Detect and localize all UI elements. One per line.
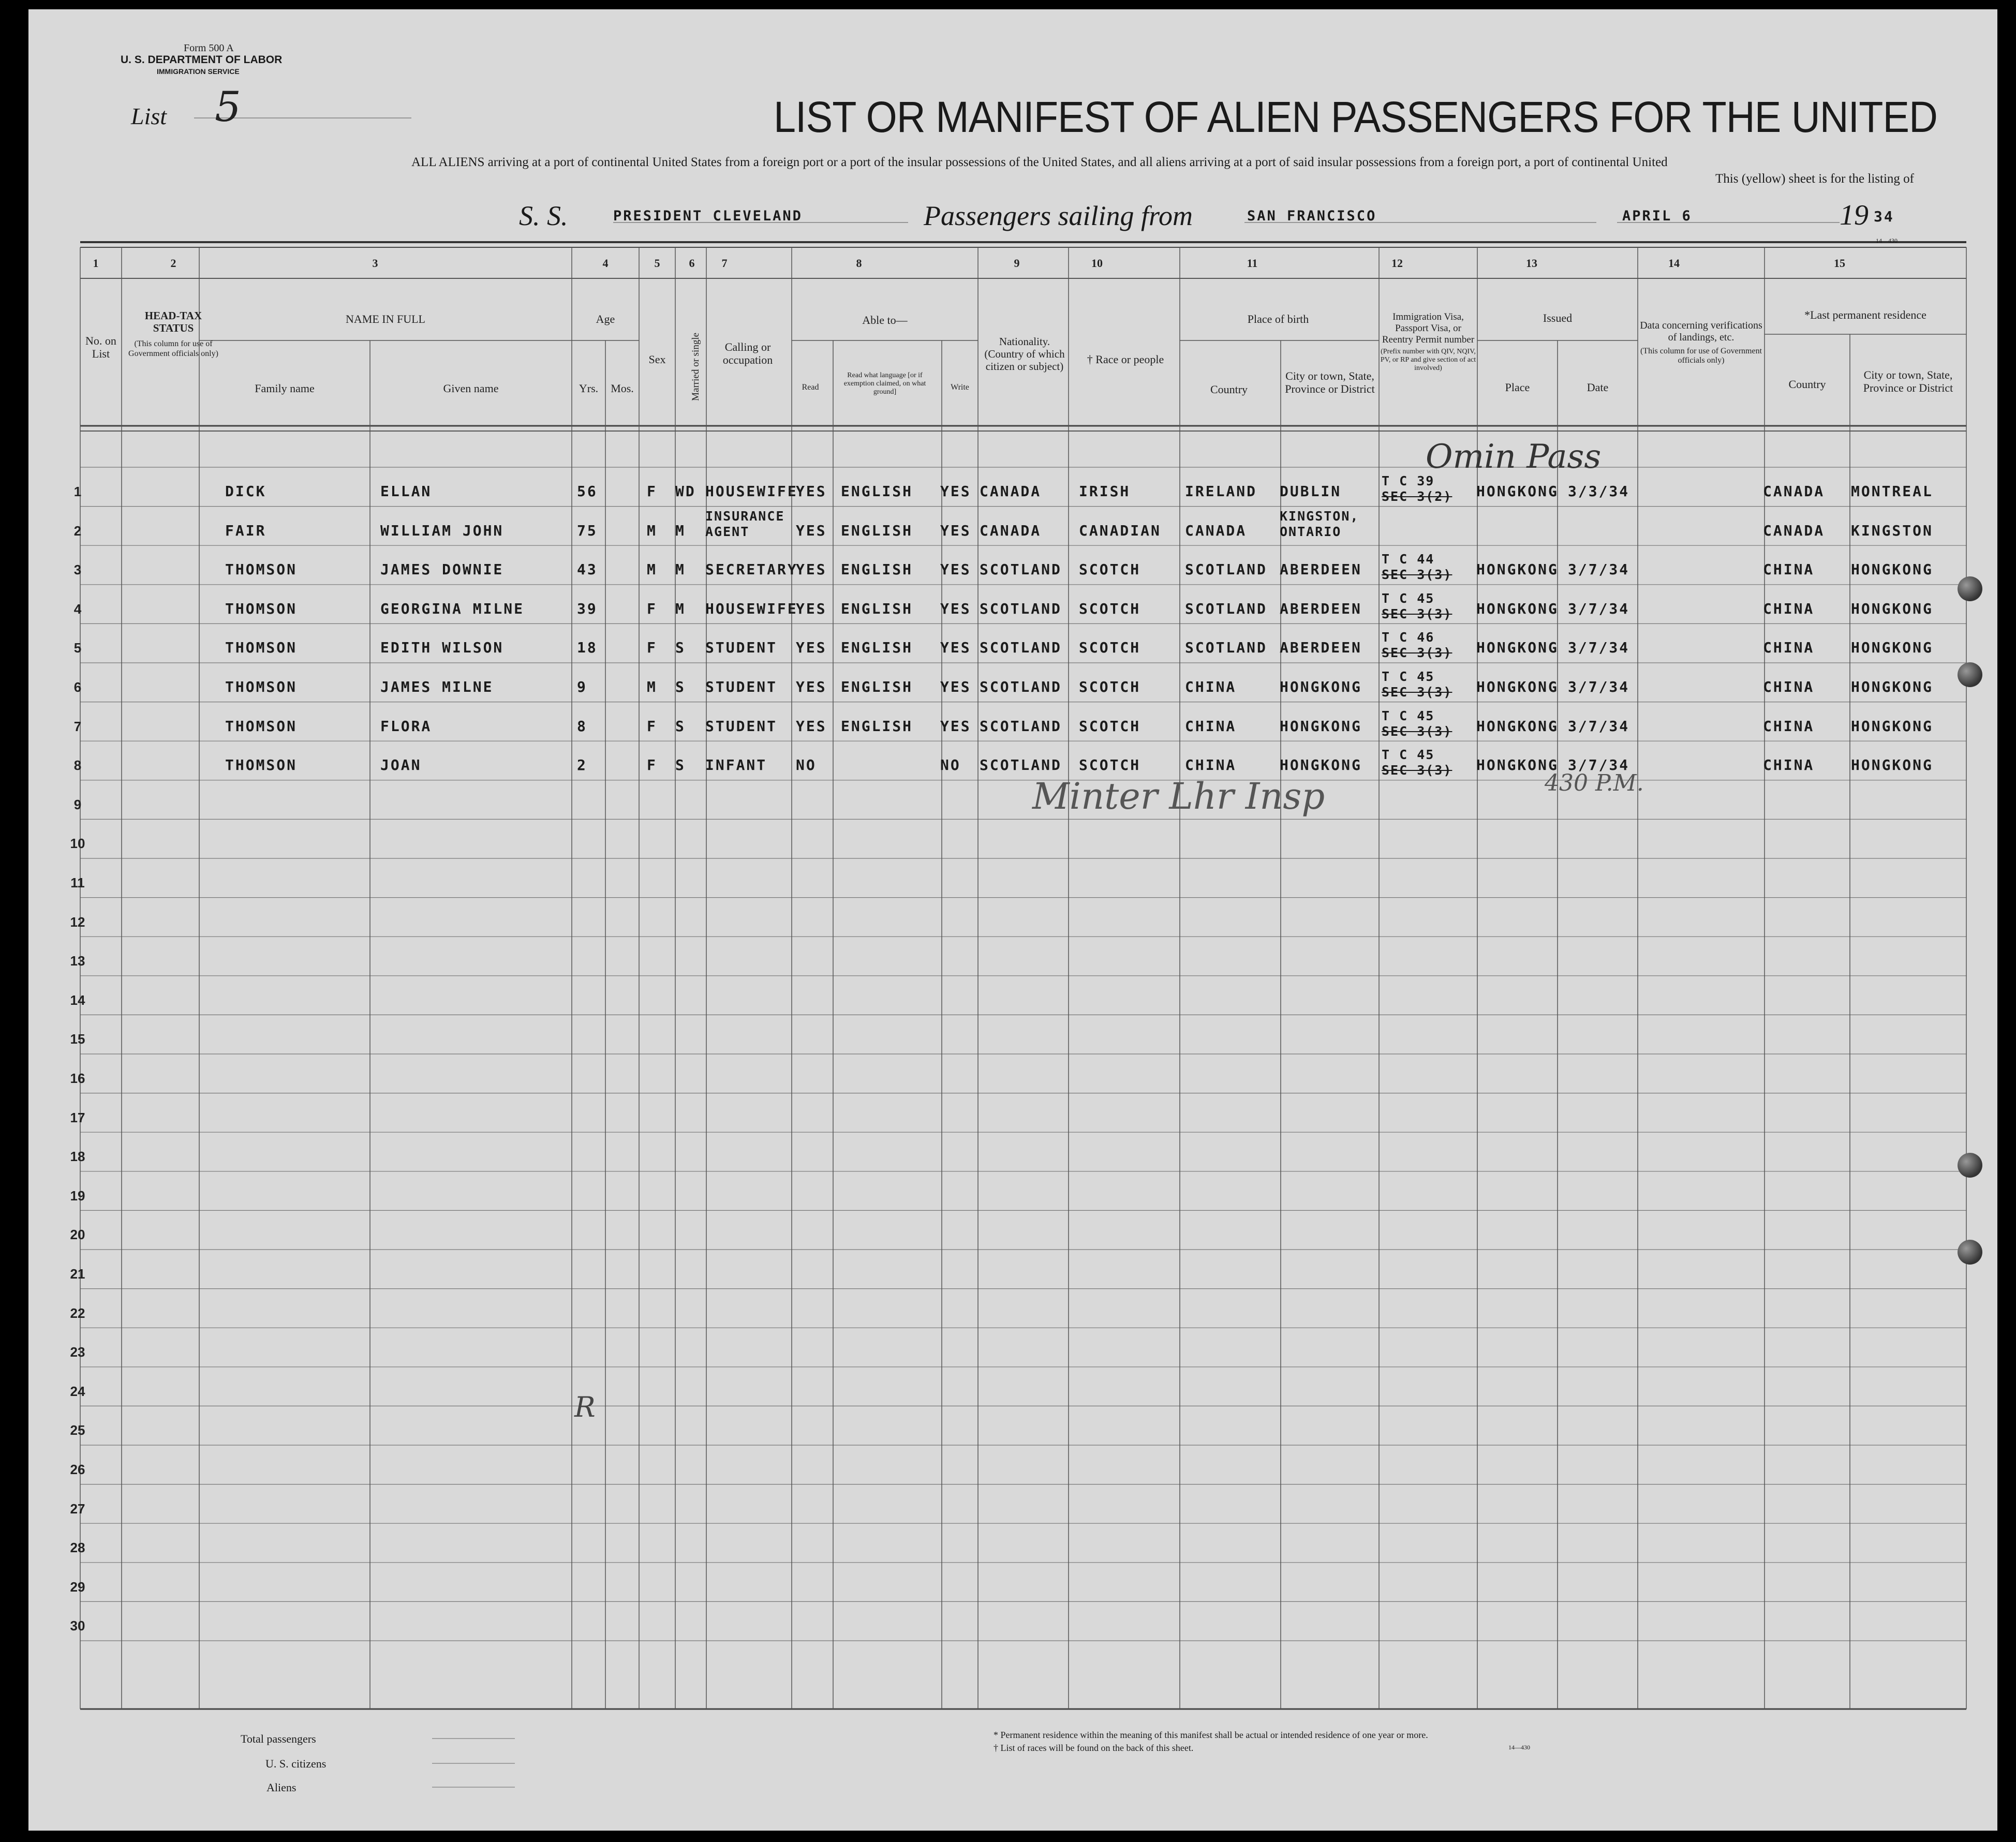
row-number: 19 xyxy=(70,1187,85,1204)
header-write: Write xyxy=(951,383,969,392)
column-number: 11 xyxy=(1247,257,1258,270)
header-married: Married or single xyxy=(690,332,702,401)
row-number: 5 xyxy=(73,640,82,656)
form-number: Form 500 A xyxy=(184,42,234,54)
header-mos: Mos. xyxy=(611,382,634,395)
family-name-cell: THOMSON xyxy=(225,756,298,774)
footer-note-2: † List of races will be found on the back of this sheet. xyxy=(994,1743,1194,1753)
sex-cell: M xyxy=(647,561,657,578)
family-name-cell: THOMSON xyxy=(225,561,298,578)
list-label: List xyxy=(131,103,167,129)
race-cell: SCOTCH xyxy=(1079,600,1141,617)
visa-cell: T C 45 xyxy=(1382,669,1435,684)
sex-cell: F xyxy=(647,717,657,735)
given-name-cell: JAMES DOWNIE xyxy=(380,561,504,578)
given-name-cell: JAMES MILNE xyxy=(380,678,494,695)
nationality-cell: SCOTLAND xyxy=(980,600,1062,617)
column-number: 9 xyxy=(1014,257,1020,270)
handwritten-inspector-signature: Minter Lhr Insp xyxy=(1032,775,1325,818)
header-res-country: Country xyxy=(1788,378,1826,391)
write-cell: YES xyxy=(940,561,971,578)
column-number: 5 xyxy=(654,257,660,270)
marital-status-cell: M xyxy=(675,522,686,539)
issued-date-cell: 3/7/34 xyxy=(1568,717,1630,735)
birth-country-cell: CHINA xyxy=(1185,717,1237,735)
residence-city-cell: HONGKONG xyxy=(1851,600,1933,617)
age-cell: 2 xyxy=(577,756,587,774)
row-number: 9 xyxy=(73,796,82,812)
language-cell: ENGLISH xyxy=(841,600,913,617)
read-cell: YES xyxy=(796,483,827,500)
header-visa xyxy=(1379,311,1477,373)
visa-cell: T C 46 xyxy=(1382,630,1435,645)
occupation-cell: HOUSEWIFE xyxy=(705,483,798,500)
issued-date-cell: 3/7/34 xyxy=(1568,639,1630,657)
birth-country-cell: CHINA xyxy=(1185,678,1237,695)
column-number: 12 xyxy=(1391,257,1403,270)
residence-country-cell: CANADA xyxy=(1763,483,1825,500)
header-race: † Race or people xyxy=(1087,353,1164,366)
issued-date-cell: 3/3/34 xyxy=(1568,483,1630,500)
family-name-cell: THOMSON xyxy=(225,600,298,617)
subtitle-line-2: This (yellow) sheet is for the listing of xyxy=(1715,172,1914,186)
language-cell: ENGLISH xyxy=(841,483,913,500)
row-number: 18 xyxy=(70,1149,85,1165)
occupation-cell: SECRETARY xyxy=(705,561,798,578)
column-number: 7 xyxy=(721,257,728,270)
birth-country-cell: SCOTLAND xyxy=(1185,561,1267,578)
visa-cell: SEC 3(2) xyxy=(1382,489,1452,504)
header-given-name: Given name xyxy=(443,382,499,395)
visa-title: Immigration Visa, Passport Visa, or Reentry Permit number xyxy=(1382,311,1475,345)
residence-city-cell: HONGKONG xyxy=(1851,756,1933,774)
header-age: Age xyxy=(596,313,615,325)
issued-place-cell: HONGKONG xyxy=(1476,483,1559,500)
sex-cell: F xyxy=(647,483,657,500)
handwritten-time: 430 P.M. xyxy=(1545,770,1644,796)
punch-hole xyxy=(1958,1240,1982,1265)
issued-date-cell: 3/7/34 xyxy=(1568,561,1630,578)
row-number: 20 xyxy=(70,1227,85,1243)
given-name-cell: ELLAN xyxy=(380,483,432,500)
header-sex: Sex xyxy=(648,353,666,366)
visa-cell: T C 45 xyxy=(1382,708,1435,723)
issued-place-cell: HONGKONG xyxy=(1476,678,1559,695)
visa-cell: SEC 3(3) xyxy=(1382,723,1452,739)
residence-country-cell: CHINA xyxy=(1763,600,1815,617)
birth-city-cell: HONGKONG xyxy=(1280,678,1362,695)
issued-date-cell: 3/7/34 xyxy=(1568,756,1630,774)
occupation-cell: INSURANCE AGENT xyxy=(705,508,785,539)
row-number: 1 xyxy=(73,484,82,499)
punch-hole xyxy=(1958,662,1982,687)
birth-city-cell: HONGKONG xyxy=(1280,756,1362,774)
header-birth-city: City or town, State, Province or District xyxy=(1285,369,1375,396)
given-name-cell: WILLIAM JOHN xyxy=(380,522,504,539)
table-grid xyxy=(28,9,1997,1831)
service-label: IMMIGRATION SERVICE xyxy=(157,67,240,76)
row-number: 22 xyxy=(70,1305,85,1321)
ship-name: PRESIDENT CLEVELAND xyxy=(613,208,803,224)
marital-status-cell: M xyxy=(675,600,686,617)
footer-note-1: * Permanent residence within the meaning of this manifest shall be actual or intended residence of one year or more. xyxy=(994,1730,1428,1740)
row-number: 12 xyxy=(70,914,85,930)
row-number: 7 xyxy=(73,718,82,734)
column-number: 8 xyxy=(856,257,862,270)
visa-cell: SEC 3(3) xyxy=(1382,606,1452,621)
issued-place-cell: HONGKONG xyxy=(1476,600,1559,617)
row-number: 24 xyxy=(70,1383,85,1399)
race-cell: SCOTCH xyxy=(1079,756,1141,774)
list-number: 5 xyxy=(215,83,241,131)
marital-status-cell: M xyxy=(675,561,686,578)
age-cell: 39 xyxy=(577,600,598,617)
issued-date-cell: 3/7/34 xyxy=(1568,600,1630,617)
row-number: 29 xyxy=(70,1579,85,1595)
row-number: 14 xyxy=(70,992,85,1008)
page-title: LIST OR MANIFEST OF ALIEN PASSENGERS FOR THE UNITED xyxy=(774,93,1938,141)
marital-status-cell: WD xyxy=(675,483,696,500)
header-issued: Issued xyxy=(1543,311,1573,324)
header-yrs: Yrs. xyxy=(579,382,599,395)
row-number: 27 xyxy=(70,1501,85,1517)
year-prefix: 19 xyxy=(1840,199,1869,231)
manifest-sheet xyxy=(28,9,1997,1831)
marital-status-cell: S xyxy=(675,717,686,735)
column-number: 14 xyxy=(1668,257,1680,270)
header-able-to: Able to— xyxy=(862,314,908,326)
residence-country-cell: CHINA xyxy=(1763,639,1815,657)
occupation-cell: STUDENT xyxy=(705,678,778,695)
race-cell: IRISH xyxy=(1079,483,1131,500)
header-read-language: Read what language [or if exemption claimed, on what ground] xyxy=(843,372,926,396)
marital-status-cell: S xyxy=(675,678,686,695)
row-number: 21 xyxy=(70,1266,85,1282)
residence-country-cell: CANADA xyxy=(1763,522,1825,539)
occupation-cell: INFANT xyxy=(705,756,767,774)
visa-cell: SEC 3(3) xyxy=(1382,763,1452,778)
read-cell: YES xyxy=(796,639,827,657)
visa-cell: SEC 3(3) xyxy=(1382,645,1452,661)
family-name-cell: THOMSON xyxy=(225,639,298,657)
birth-country-cell: SCOTLAND xyxy=(1185,600,1267,617)
birth-city-cell: ABERDEEN xyxy=(1280,639,1362,657)
family-name-cell: FAIR xyxy=(225,522,266,539)
visa-cell: SEC 3(3) xyxy=(1382,567,1452,583)
race-cell: SCOTCH xyxy=(1079,639,1141,657)
race-cell: CANADIAN xyxy=(1079,522,1161,539)
sex-cell: M xyxy=(647,678,657,695)
row-number: 30 xyxy=(70,1618,85,1634)
head-tax-note: (This column for use of Government officials only) xyxy=(128,339,218,358)
data-verif-note: (This column for use of Government officials only) xyxy=(1640,347,1762,365)
family-name-cell: THOMSON xyxy=(225,717,298,735)
column-number: 10 xyxy=(1091,257,1103,270)
language-cell: ENGLISH xyxy=(841,678,913,695)
visa-note: (Prefix number with QIV, NQIV, PV, or RP and give section of act involved) xyxy=(1380,347,1476,372)
column-number: 1 xyxy=(93,257,99,270)
birth-country-cell: SCOTLAND xyxy=(1185,639,1267,657)
row-number: 23 xyxy=(70,1344,85,1360)
departure-port: SAN FRANCISCO xyxy=(1247,208,1377,224)
nationality-cell: CANADA xyxy=(980,522,1042,539)
issued-place-cell: HONGKONG xyxy=(1476,639,1559,657)
family-name-cell: THOMSON xyxy=(225,678,298,695)
residence-city-cell: HONGKONG xyxy=(1851,561,1933,578)
sex-cell: F xyxy=(647,639,657,657)
occupation-cell: STUDENT xyxy=(705,639,778,657)
nationality-cell: SCOTLAND xyxy=(980,717,1062,735)
language-cell: ENGLISH xyxy=(841,561,913,578)
handwritten-mark: R xyxy=(574,1391,596,1423)
ss-label: S. S. xyxy=(519,200,568,231)
residence-city-cell: HONGKONG xyxy=(1851,639,1933,657)
row-number: 11 xyxy=(70,875,85,890)
nationality-cell: CANADA xyxy=(980,483,1042,500)
footer-code: 14—430 xyxy=(1508,1744,1530,1751)
header-place-of-birth: Place of birth xyxy=(1247,313,1309,325)
language-cell: ENGLISH xyxy=(841,639,913,657)
write-cell: YES xyxy=(940,678,971,695)
language-cell: ENGLISH xyxy=(841,522,913,539)
given-name-cell: FLORA xyxy=(380,717,432,735)
age-cell: 43 xyxy=(577,561,598,578)
header-family-name: Family name xyxy=(255,382,315,395)
column-number: 2 xyxy=(170,257,176,270)
row-number: 13 xyxy=(70,953,85,969)
sailing-label: Passengers sailing from xyxy=(924,200,1193,231)
issued-place-cell: HONGKONG xyxy=(1476,756,1559,774)
residence-city-cell: HONGKONG xyxy=(1851,678,1933,695)
residence-country-cell: CHINA xyxy=(1763,717,1815,735)
marital-status-cell: S xyxy=(675,756,686,774)
nationality-cell: SCOTLAND xyxy=(980,561,1062,578)
punch-hole xyxy=(1958,576,1982,601)
header-birth-country: Country xyxy=(1210,383,1248,396)
sex-cell: F xyxy=(647,756,657,774)
residence-city-cell: HONGKONG xyxy=(1851,717,1933,735)
nationality-cell: SCOTLAND xyxy=(980,678,1062,695)
nationality-cell: SCOTLAND xyxy=(980,639,1062,657)
subtitle-line-1: ALL ALIENS arriving at a port of continental United States from a foreign port or a port of the insular possessions of the United States, and all aliens arriving at a port of said insular possessions from a foreign port, a port of continental United xyxy=(411,155,1668,169)
write-cell: YES xyxy=(940,639,971,657)
head-tax-title: HEAD-TAX STATUS xyxy=(144,309,202,335)
race-cell: SCOTCH xyxy=(1079,678,1141,695)
row-number: 28 xyxy=(70,1540,85,1556)
row-number: 4 xyxy=(73,601,82,617)
residence-country-cell: CHINA xyxy=(1763,561,1815,578)
read-cell: YES xyxy=(796,600,827,617)
issued-place-cell: HONGKONG xyxy=(1476,717,1559,735)
issued-date-cell: 3/7/34 xyxy=(1568,678,1630,695)
corner-code: 14—430 xyxy=(1876,237,1898,244)
header-res-city: City or town, State, Province or District xyxy=(1863,368,1953,395)
row-number: 8 xyxy=(73,757,82,774)
issued-place-cell: HONGKONG xyxy=(1476,561,1559,578)
sex-cell: M xyxy=(647,522,657,539)
read-cell: YES xyxy=(796,678,827,695)
given-name-cell: GEORGINA MILNE xyxy=(380,600,525,617)
age-cell: 9 xyxy=(577,678,587,695)
nationality-cell: SCOTLAND xyxy=(980,756,1062,774)
visa-cell: T C 39 xyxy=(1382,473,1435,488)
year-suffix: 34 xyxy=(1874,208,1894,225)
footer-aliens-label: Aliens xyxy=(266,1781,297,1794)
column-number: 4 xyxy=(602,257,609,270)
data-verif-title: Data concerning verifications of landings, etc. xyxy=(1640,320,1762,343)
birth-city-cell: HONGKONG xyxy=(1280,717,1362,735)
footer-total-label: Total passengers xyxy=(241,1732,316,1745)
write-cell: YES xyxy=(940,522,971,539)
header-calling: Calling or occupation xyxy=(722,340,773,367)
race-cell: SCOTCH xyxy=(1079,561,1141,578)
visa-cell: SEC 3(3) xyxy=(1382,685,1452,700)
footer-citizens-label: U. S. citizens xyxy=(265,1757,327,1770)
read-cell: NO xyxy=(796,756,817,774)
age-cell: 8 xyxy=(577,717,587,735)
column-number: 3 xyxy=(372,257,378,270)
age-cell: 56 xyxy=(577,483,598,500)
header-issued-date: Date xyxy=(1587,381,1609,394)
age-cell: 75 xyxy=(577,522,598,539)
occupation-cell: HOUSEWIFE xyxy=(705,600,798,617)
birth-city-cell: DUBLIN xyxy=(1280,483,1342,500)
row-number: 15 xyxy=(70,1031,85,1047)
header-read: Read xyxy=(802,383,819,392)
birth-city-cell: ABERDEEN xyxy=(1280,600,1362,617)
departure-date: APRIL 6 xyxy=(1622,208,1692,224)
column-number: 15 xyxy=(1834,257,1845,270)
column-number: 13 xyxy=(1526,257,1537,270)
sex-cell: F xyxy=(647,600,657,617)
header-last-residence: *Last permanent residence xyxy=(1804,308,1926,321)
write-cell: YES xyxy=(940,717,971,735)
read-cell: YES xyxy=(796,522,827,539)
read-cell: YES xyxy=(796,717,827,735)
residence-country-cell: CHINA xyxy=(1763,678,1815,695)
birth-country-cell: IRELAND xyxy=(1185,483,1257,500)
header-no-on-list: No. on List xyxy=(85,334,116,361)
write-cell: YES xyxy=(940,483,971,500)
visa-cell: T C 45 xyxy=(1382,590,1435,606)
birth-city-cell: KINGSTON, ONTARIO xyxy=(1280,508,1359,539)
column-number: 6 xyxy=(689,257,695,270)
birth-city-cell: ABERDEEN xyxy=(1280,561,1362,578)
birth-country-cell: CANADA xyxy=(1185,522,1247,539)
header-data-verif xyxy=(1638,320,1765,366)
given-name-cell: JOAN xyxy=(380,756,422,774)
header-nationality: Nationality. (Country of which citizen or subject) xyxy=(984,335,1065,373)
write-cell: YES xyxy=(940,600,971,617)
age-cell: 18 xyxy=(577,639,598,657)
header-issued-place: Place xyxy=(1505,381,1530,394)
handwritten-visa-note: Omin Pass xyxy=(1426,438,1602,476)
row-number: 2 xyxy=(73,523,82,539)
punch-hole xyxy=(1958,1153,1982,1178)
race-cell: SCOTCH xyxy=(1079,717,1141,735)
row-number: 16 xyxy=(70,1071,85,1086)
read-cell: YES xyxy=(796,561,827,578)
row-number: 3 xyxy=(73,562,82,578)
residence-city-cell: KINGSTON xyxy=(1851,522,1933,539)
row-number: 26 xyxy=(70,1462,85,1477)
row-number: 6 xyxy=(73,679,82,695)
department-label: U. S. DEPARTMENT OF LABOR xyxy=(121,54,283,66)
row-number: 25 xyxy=(70,1422,85,1438)
family-name-cell: DICK xyxy=(225,483,266,500)
row-number: 17 xyxy=(70,1109,85,1125)
marital-status-cell: S xyxy=(675,639,686,657)
occupation-cell: STUDENT xyxy=(705,717,778,735)
row-number: 10 xyxy=(70,836,85,852)
residence-country-cell: CHINA xyxy=(1763,756,1815,774)
language-cell: ENGLISH xyxy=(841,717,913,735)
write-cell: NO xyxy=(940,756,961,774)
residence-city-cell: MONTREAL xyxy=(1851,483,1933,500)
visa-cell: T C 44 xyxy=(1382,552,1435,567)
birth-country-cell: CHINA xyxy=(1185,756,1237,774)
given-name-cell: EDITH WILSON xyxy=(380,639,504,657)
visa-cell: T C 45 xyxy=(1382,747,1435,763)
header-name-in-full: NAME IN FULL xyxy=(346,313,425,325)
